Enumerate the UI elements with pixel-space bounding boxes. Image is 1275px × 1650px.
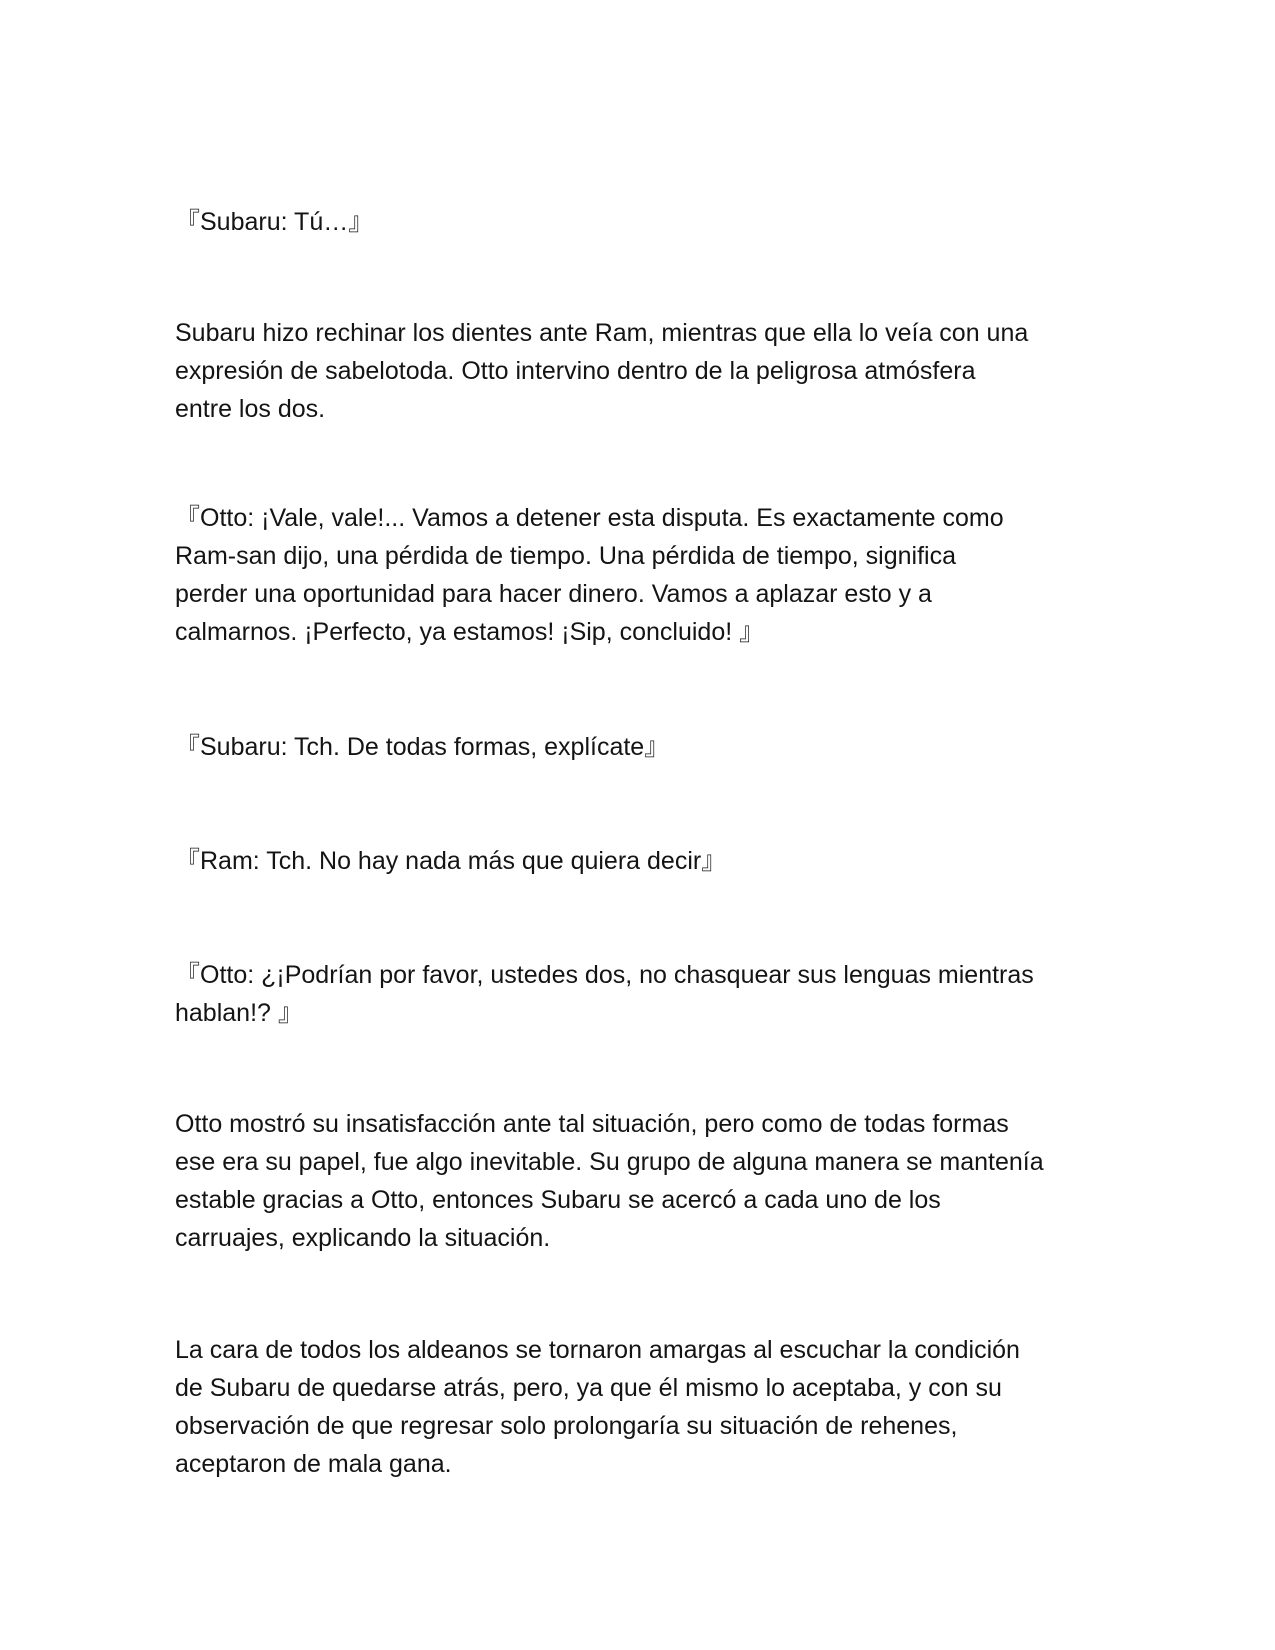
dialogue-subaru-explicate: 『Subaru: Tch. De todas formas, explícate』 xyxy=(175,733,670,761)
dialogue-otto-vale: 『Otto: ¡Vale, vale!... Vamos a detener esta disputa. Es exactamente como Ram-san dijo, una pérdida de tiempo. Una pérdida de tiempo, significa perder una oportunidad para hacer dinero. Vamos a aplazar esto y a calmarnos. ¡Perfecto, ya estamos! ¡Sip, concluido! 』 xyxy=(175,504,1004,646)
dialogue-subaru-tu: 『Subaru: Tú…』 xyxy=(175,208,374,236)
narration-paragraph-2: Otto mostró su insatisfacción ante tal situación, pero como de todas formas ese era su papel, fue algo inevitable. Su grupo de alguna manera se mantenía estable gracias a Otto, entonces Subaru se acercó a cada uno de los carruajes, explicando la situación. xyxy=(175,1110,1044,1252)
narration-paragraph-3: La cara de todos los aldeanos se tornaron amargas al escuchar la condición de Subaru de quedarse atrás, pero, ya que él mismo lo aceptaba, y con su observación de que regresar solo prolongaría su situación de rehenes, aceptaron de mala gana. xyxy=(175,1336,1020,1478)
dialogue-ram-tch: 『Ram: Tch. No hay nada más que quiera decir』 xyxy=(175,847,727,875)
narration-paragraph-1: Subaru hizo rechinar los dientes ante Ram, mientras que ella lo veía con una expresión de sabelotoda. Otto intervino dentro de la peligrosa atmósfera entre los dos. xyxy=(175,319,1029,423)
dialogue-otto-podrian: 『Otto: ¿¡Podrían por favor, ustedes dos, no chasquear sus lenguas mientras hablan!? 』 xyxy=(175,961,1034,1027)
